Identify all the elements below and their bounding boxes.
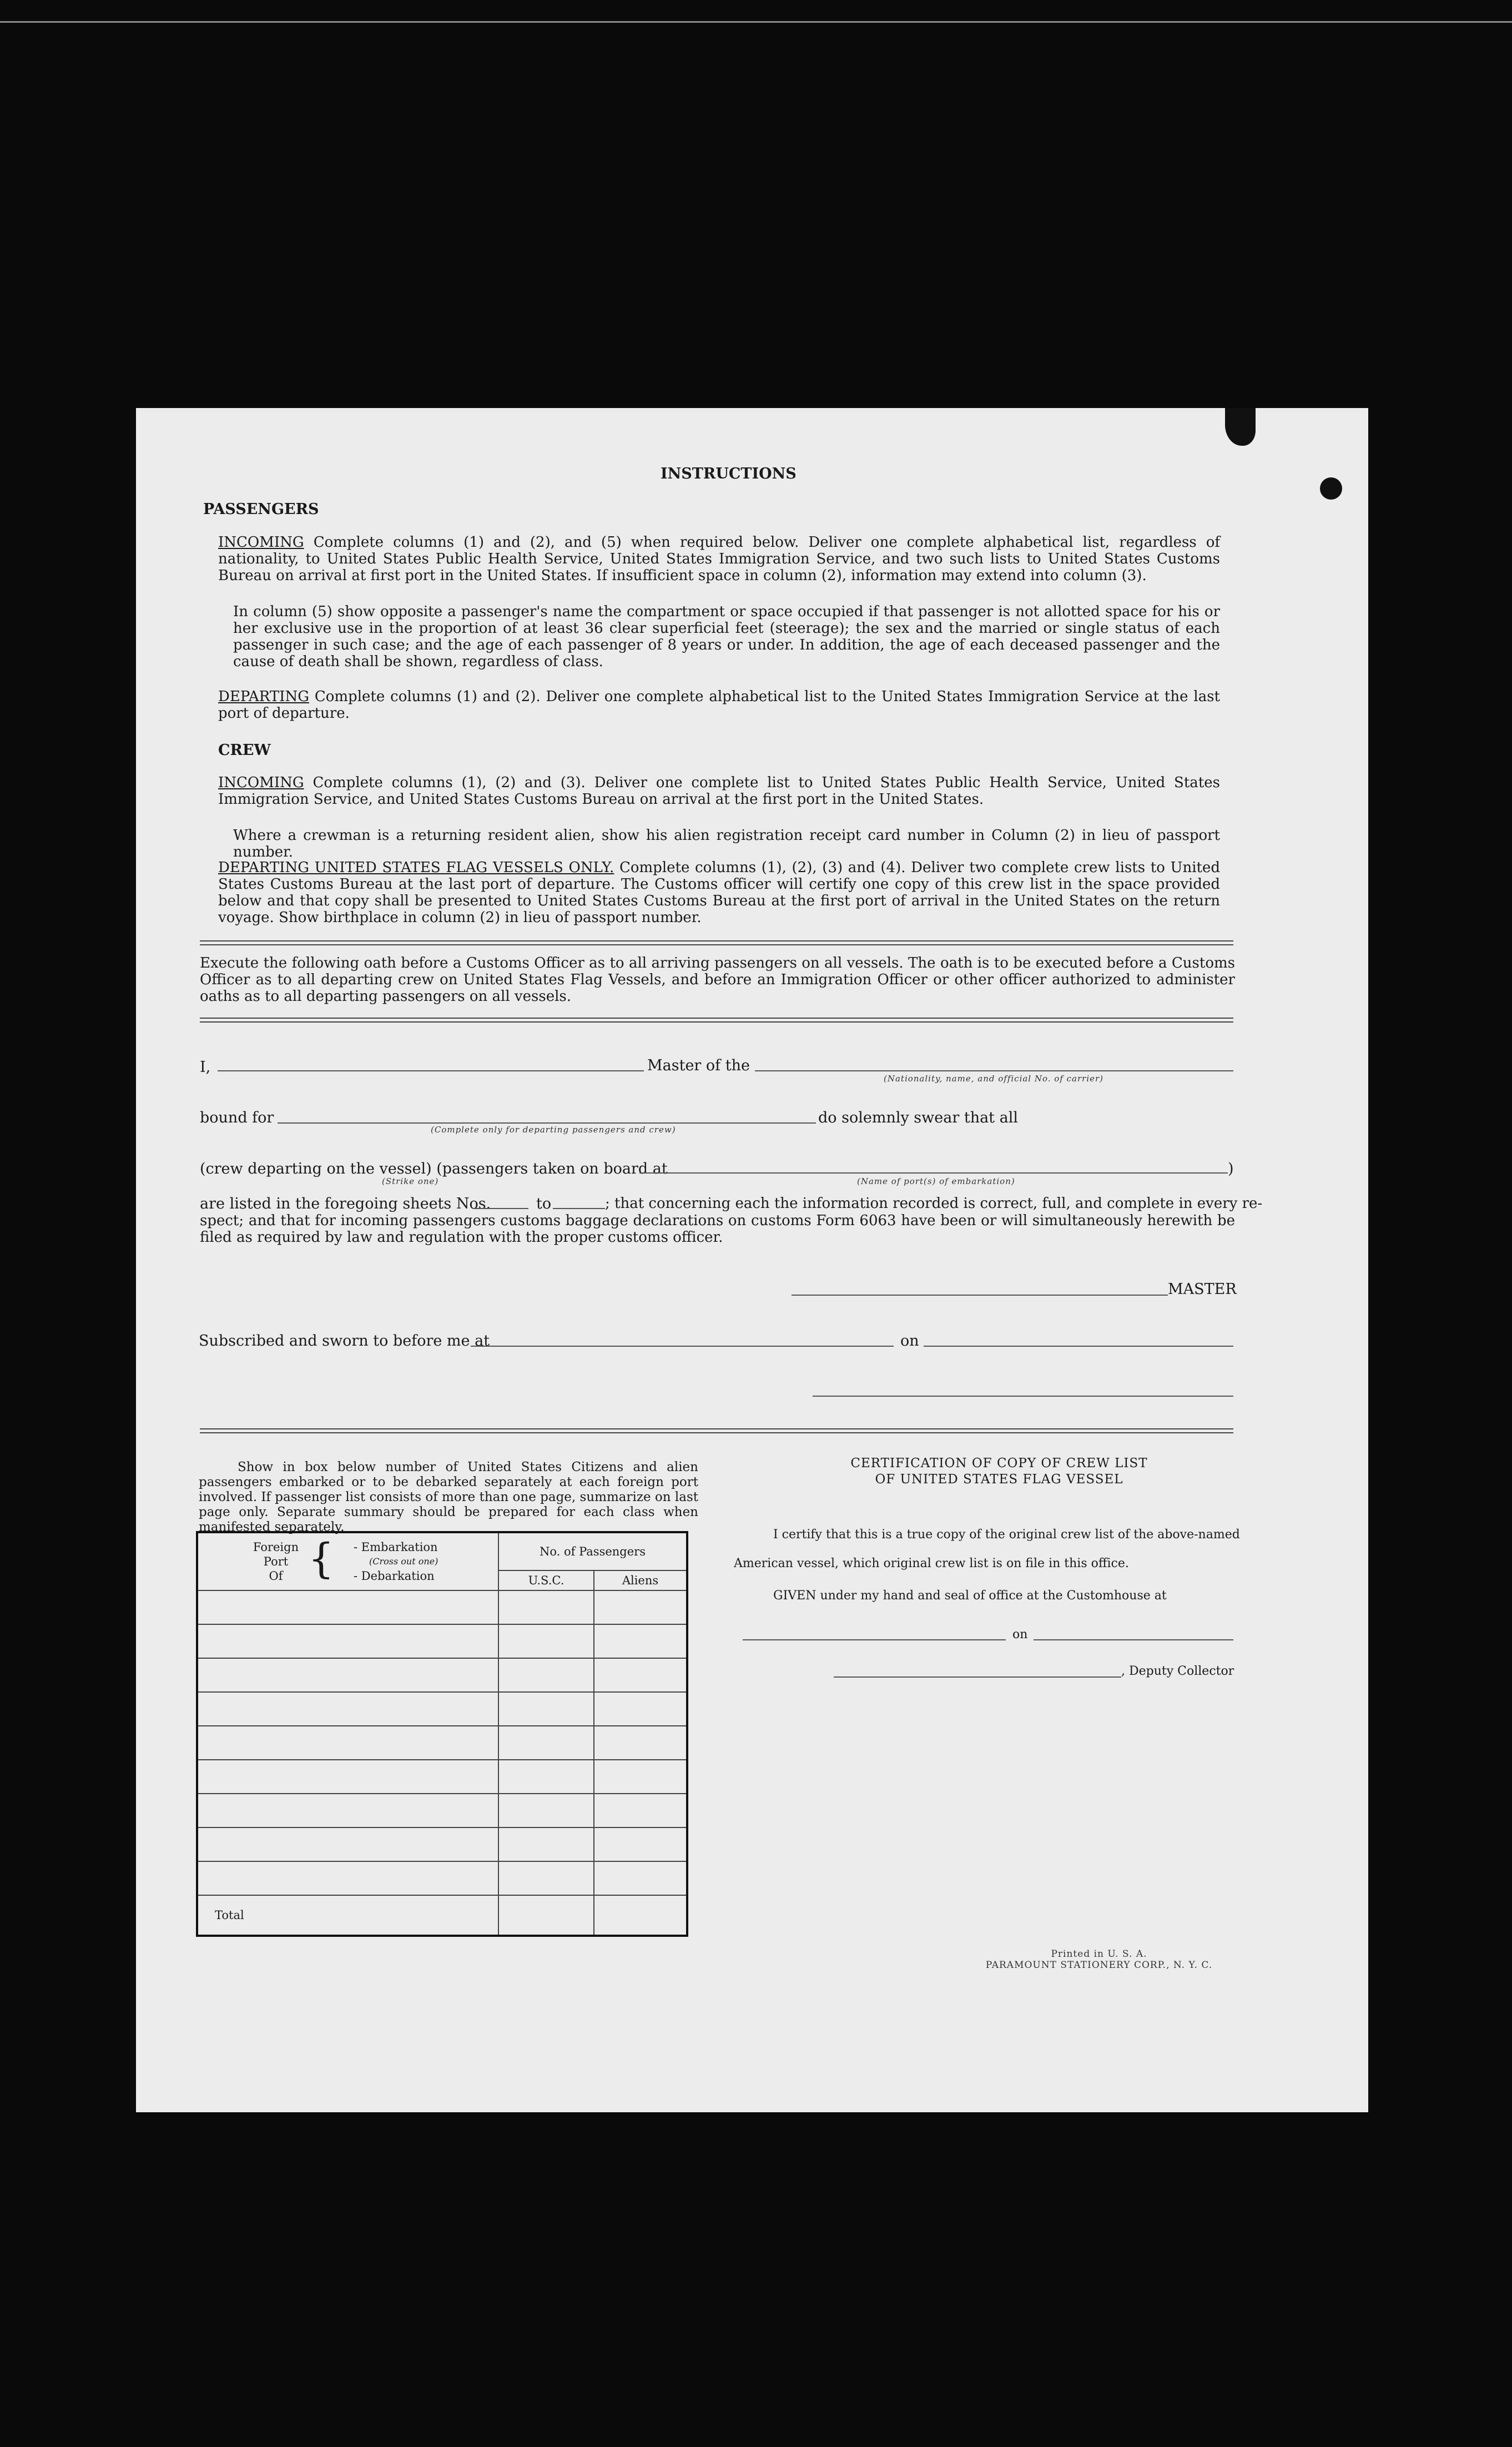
aliens-cell[interactable] <box>594 1827 687 1861</box>
page-title: INSTRUCTIONS <box>661 465 797 482</box>
sworn-place-field[interactable] <box>471 1346 894 1347</box>
bound-for-caption: (Complete only for departing passengers and crew) <box>431 1125 676 1135</box>
port-cell[interactable] <box>197 1692 498 1726</box>
given-line: GIVEN under my hand and seal of office at the Customhouse at <box>773 1589 1167 1603</box>
sworn-date-field[interactable] <box>924 1346 1233 1347</box>
table-header-row <box>197 1532 687 1570</box>
printer-imprint <box>944 1948 1254 1971</box>
master-signature-field[interactable] <box>792 1295 1168 1296</box>
port-cell[interactable] <box>197 1861 498 1895</box>
passenger-summary-table <box>196 1531 688 1937</box>
officer-signature-field[interactable] <box>813 1396 1233 1397</box>
port-cell[interactable] <box>197 1726 498 1760</box>
usc-cell[interactable] <box>498 1624 594 1658</box>
table-row <box>197 1726 687 1760</box>
table-row <box>197 1760 687 1794</box>
crew-incoming-label: INCOMING <box>218 774 304 791</box>
master-name-field[interactable] <box>218 1070 644 1071</box>
divider <box>200 940 1233 945</box>
port-header-cell <box>197 1532 498 1590</box>
carrier-field[interactable] <box>755 1070 1233 1071</box>
aliens-cell[interactable] <box>594 1794 687 1827</box>
customhouse-field[interactable] <box>743 1639 1006 1640</box>
sheet-from-field[interactable] <box>473 1208 528 1209</box>
oath-i-label: I, <box>200 1059 211 1076</box>
oath-instructions: Execute the following oath before a Customs Officer as to all arriving passengers on all vessels. The oath is to be executed before a Customs Officer as to all departing crew on United States Flag Vessels, and before an Immigration Officer or other officer authorized to administer oaths as to all departing passengers on all vessels. <box>200 955 1235 1005</box>
of-label: Of <box>269 1569 283 1583</box>
bound-for-field[interactable] <box>278 1122 816 1124</box>
deputy-signature-field[interactable] <box>834 1676 1121 1678</box>
departing-label: DEPARTING <box>218 688 309 705</box>
usc-cell[interactable] <box>498 1861 594 1895</box>
punch-mark <box>1320 477 1342 500</box>
aliens-cell[interactable] <box>594 1590 687 1624</box>
usc-cell[interactable] <box>498 1760 594 1794</box>
master-label: MASTER <box>1168 1281 1237 1298</box>
embarkation-port-field[interactable] <box>639 1172 1228 1174</box>
total-row <box>197 1895 687 1936</box>
table-row <box>197 1794 687 1827</box>
aliens-total-cell[interactable] <box>594 1895 687 1936</box>
port-cell[interactable] <box>197 1590 498 1624</box>
certification-title <box>722 1456 1277 1488</box>
carrier-caption: (Nationality, name, and official No. of carrier) <box>884 1074 1104 1084</box>
usc-cell[interactable] <box>498 1827 594 1861</box>
certify-line2: American vessel, which original crew list is on file in this office. <box>734 1557 1129 1570</box>
aliens-cell[interactable] <box>594 1692 687 1726</box>
aliens-cell[interactable] <box>594 1760 687 1794</box>
port-cell[interactable] <box>197 1794 498 1827</box>
sworn-on-label: on <box>900 1332 919 1350</box>
resident-alien-paragraph: Where a crewman is a returning resident alien, show his alien registration receipt card number in Column (2) in lieu of passport number. <box>233 827 1220 860</box>
certify-line1: I certify that this is a true copy of the original crew list of the above-named <box>773 1528 1240 1542</box>
table-row <box>197 1692 687 1726</box>
incoming-text: Complete columns (1) and (2), and (5) when required below. Deliver one complete alphabetical list, regardless of nationality, to United States Public Health Service, United States Immigration Service, and two such lists to United States Customs Bureau on arrival at first port in the United States. If insufficient space in column (2), information may extend into column (3). <box>218 534 1221 584</box>
table-row <box>197 1624 687 1658</box>
cert-on-label: on <box>1012 1628 1028 1642</box>
deputy-collector-label: , Deputy Collector <box>1121 1664 1234 1678</box>
certification-title-line2: OF UNITED STATES FLAG VESSEL <box>875 1472 1123 1487</box>
cross-out-note: (Cross out one) <box>369 1556 439 1567</box>
usc-cell[interactable] <box>498 1794 594 1827</box>
crew-departing-label: DEPARTING UNITED STATES FLAG VESSELS ONLY. <box>218 859 614 876</box>
usc-cell[interactable] <box>498 1726 594 1760</box>
usc-cell[interactable] <box>498 1692 594 1726</box>
sheet-to-field[interactable] <box>553 1208 605 1209</box>
master-of-label: Master of the <box>647 1057 750 1074</box>
sheets-text: ; that concerning each the information recorded is correct, full, and complete in every re- <box>605 1195 1263 1212</box>
brace-icon: { <box>308 1535 335 1583</box>
aliens-cell[interactable] <box>594 1861 687 1895</box>
column5-paragraph: In column (5) show opposite a passenger's name the compartment or space occupied if that passenger is not allotted space for his or her exclusive use in the proportion of at least 36 clear superficial feet (steerage); the sex and the married or single status of each passenger in such case; and the age of each passenger of 8 years or under. In addition, the age of each deceased passenger and the cause of death shall be shown, regardless of class. <box>233 603 1220 670</box>
incoming-label: INCOMING <box>218 534 304 551</box>
departing-text: Complete columns (1) and (2). Deliver one complete alphabetical list to the United States Immigration Service at the last port of departure. <box>218 688 1220 722</box>
printed-in-usa: Printed in U. S. A. <box>1051 1948 1147 1960</box>
usc-cell[interactable] <box>498 1590 594 1624</box>
passengers-incoming-paragraph <box>218 534 1220 584</box>
usc-header: U.S.C. <box>498 1570 594 1590</box>
foreign-label: Foreign <box>253 1540 299 1554</box>
no-passengers-header: No. of Passengers <box>498 1532 687 1570</box>
usc-cell[interactable] <box>498 1658 594 1692</box>
swear-label: do solemnly swear that all <box>818 1109 1018 1126</box>
printer-name: PARAMOUNT STATIONERY CORP., N. Y. C. <box>985 1960 1213 1971</box>
table-row <box>197 1827 687 1861</box>
divider <box>200 1018 1233 1023</box>
table-row <box>197 1658 687 1692</box>
embarkation-caption: (Name of port(s) of embarkation) <box>857 1176 1015 1186</box>
table-row <box>197 1861 687 1895</box>
crew-heading: CREW <box>218 742 271 759</box>
scan-border-line <box>0 21 1512 23</box>
total-label: Total <box>197 1895 498 1936</box>
strike-one-caption: (Strike one) <box>382 1176 439 1186</box>
embarkation-label: - Embarkation <box>354 1540 438 1554</box>
port-label: Port <box>263 1555 289 1568</box>
aliens-cell[interactable] <box>594 1658 687 1692</box>
subscribed-label: Subscribed and sworn to before me at <box>199 1332 490 1350</box>
usc-total-cell[interactable] <box>498 1895 594 1936</box>
port-cell[interactable] <box>197 1624 498 1658</box>
bound-for-label: bound for <box>200 1109 274 1126</box>
table-row <box>197 1590 687 1624</box>
passengers-departing-paragraph <box>218 688 1220 722</box>
passengers-heading: PASSENGERS <box>203 501 319 518</box>
debarkation-label: - Debarkation <box>354 1569 435 1583</box>
cert-date-field[interactable] <box>1034 1639 1233 1640</box>
certification-title-line1: CERTIFICATION OF COPY OF CREW LIST <box>850 1456 1148 1471</box>
aliens-cell[interactable] <box>594 1624 687 1658</box>
aliens-cell[interactable] <box>594 1726 687 1760</box>
port-cell[interactable] <box>197 1760 498 1794</box>
crew-departing-paragraph <box>218 859 1220 926</box>
sheet-to-label: to <box>536 1195 552 1212</box>
aliens-header: Aliens <box>594 1570 687 1590</box>
port-cell[interactable] <box>197 1658 498 1692</box>
oath-statement: spect; and that for incoming passengers customs baggage declarations on customs Form 6063 have been or will simultaneously herewith be filed as required by law and regulation with the proper customs officer. <box>200 1212 1235 1246</box>
crew-departing-text: Complete columns (1), (2), (3) and (4). Deliver two complete crew lists to United States Customs Bureau at the last port of departure. The Customs officer will certify one copy of this crew list in the space provided below and that copy shall be presented to United States Customs Bureau at the first port of arrival in the United States on the return voyage. Show birthplace in column (2) in lieu of passport number. <box>218 859 1220 926</box>
crew-incoming-paragraph <box>218 774 1220 808</box>
sheets-label: are listed in the foregoing sheets Nos. <box>200 1195 491 1212</box>
crew-passengers-label: (crew departing on the vessel) (passengers taken on board at <box>200 1160 668 1177</box>
crew-incoming-text: Complete columns (1), (2) and (3). Deliver one complete list to United States Public Health Service, United States Immigration Service, and United States Customs Bureau on arrival at the first port in the United States. <box>218 774 1220 808</box>
divider <box>200 1428 1233 1433</box>
close-paren: ) <box>1228 1160 1234 1177</box>
summary-instructions: Show in box below number of United States Citizens and alien passengers embarked or to be debarked separately at each foreign port involved. If passenger list consists of more than one page, summarize on last page only. Separate summary should be prepared for each class when manifested separately. <box>199 1460 698 1534</box>
port-cell[interactable] <box>197 1827 498 1861</box>
